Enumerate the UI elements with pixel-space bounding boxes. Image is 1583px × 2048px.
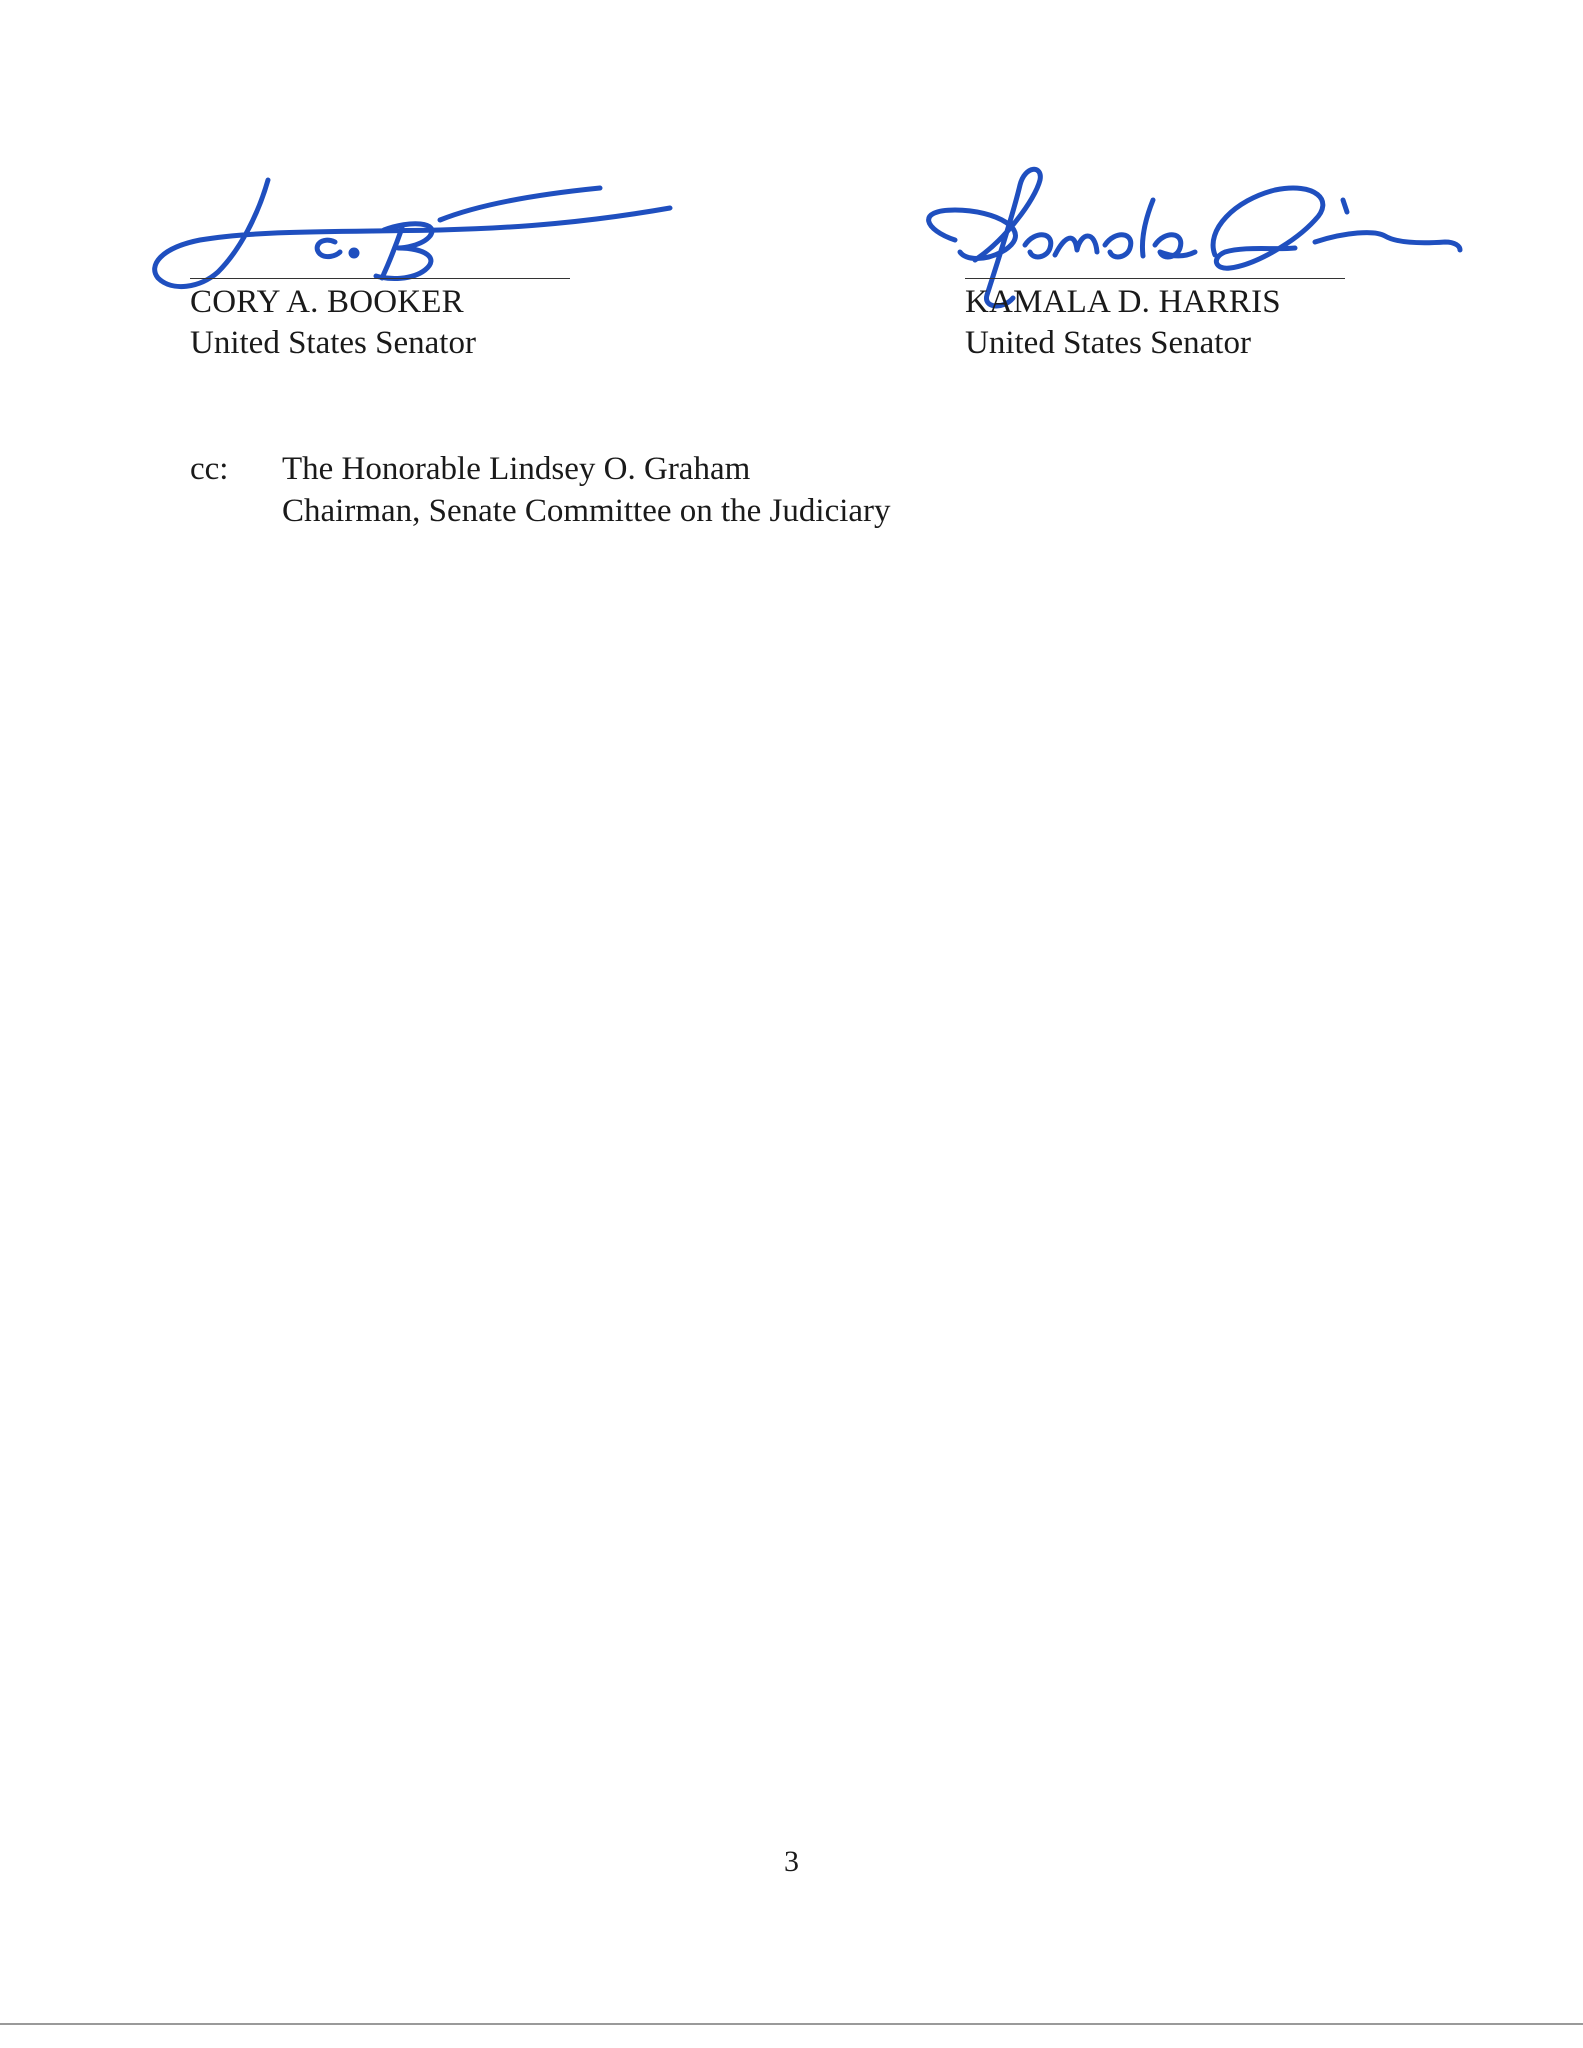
signer-title: United States Senator — [965, 325, 1251, 361]
cc-recipient-name: The Honorable Lindsey O. Graham — [282, 451, 751, 487]
cc-recipient — [282, 448, 891, 532]
signer-title: United States Senator — [190, 325, 476, 361]
cc-label: cc: — [190, 451, 229, 487]
bottom-rule — [0, 2023, 1583, 2025]
page-number: 3 — [784, 1845, 799, 1878]
signature-line — [190, 278, 570, 279]
signature-line — [965, 278, 1345, 279]
signer-name: CORY A. BOOKER — [190, 284, 464, 320]
signer-name: KAMALA D. HARRIS — [965, 284, 1281, 320]
cc-recipient-title: Chairman, Senate Committee on the Judiciary — [282, 493, 891, 529]
